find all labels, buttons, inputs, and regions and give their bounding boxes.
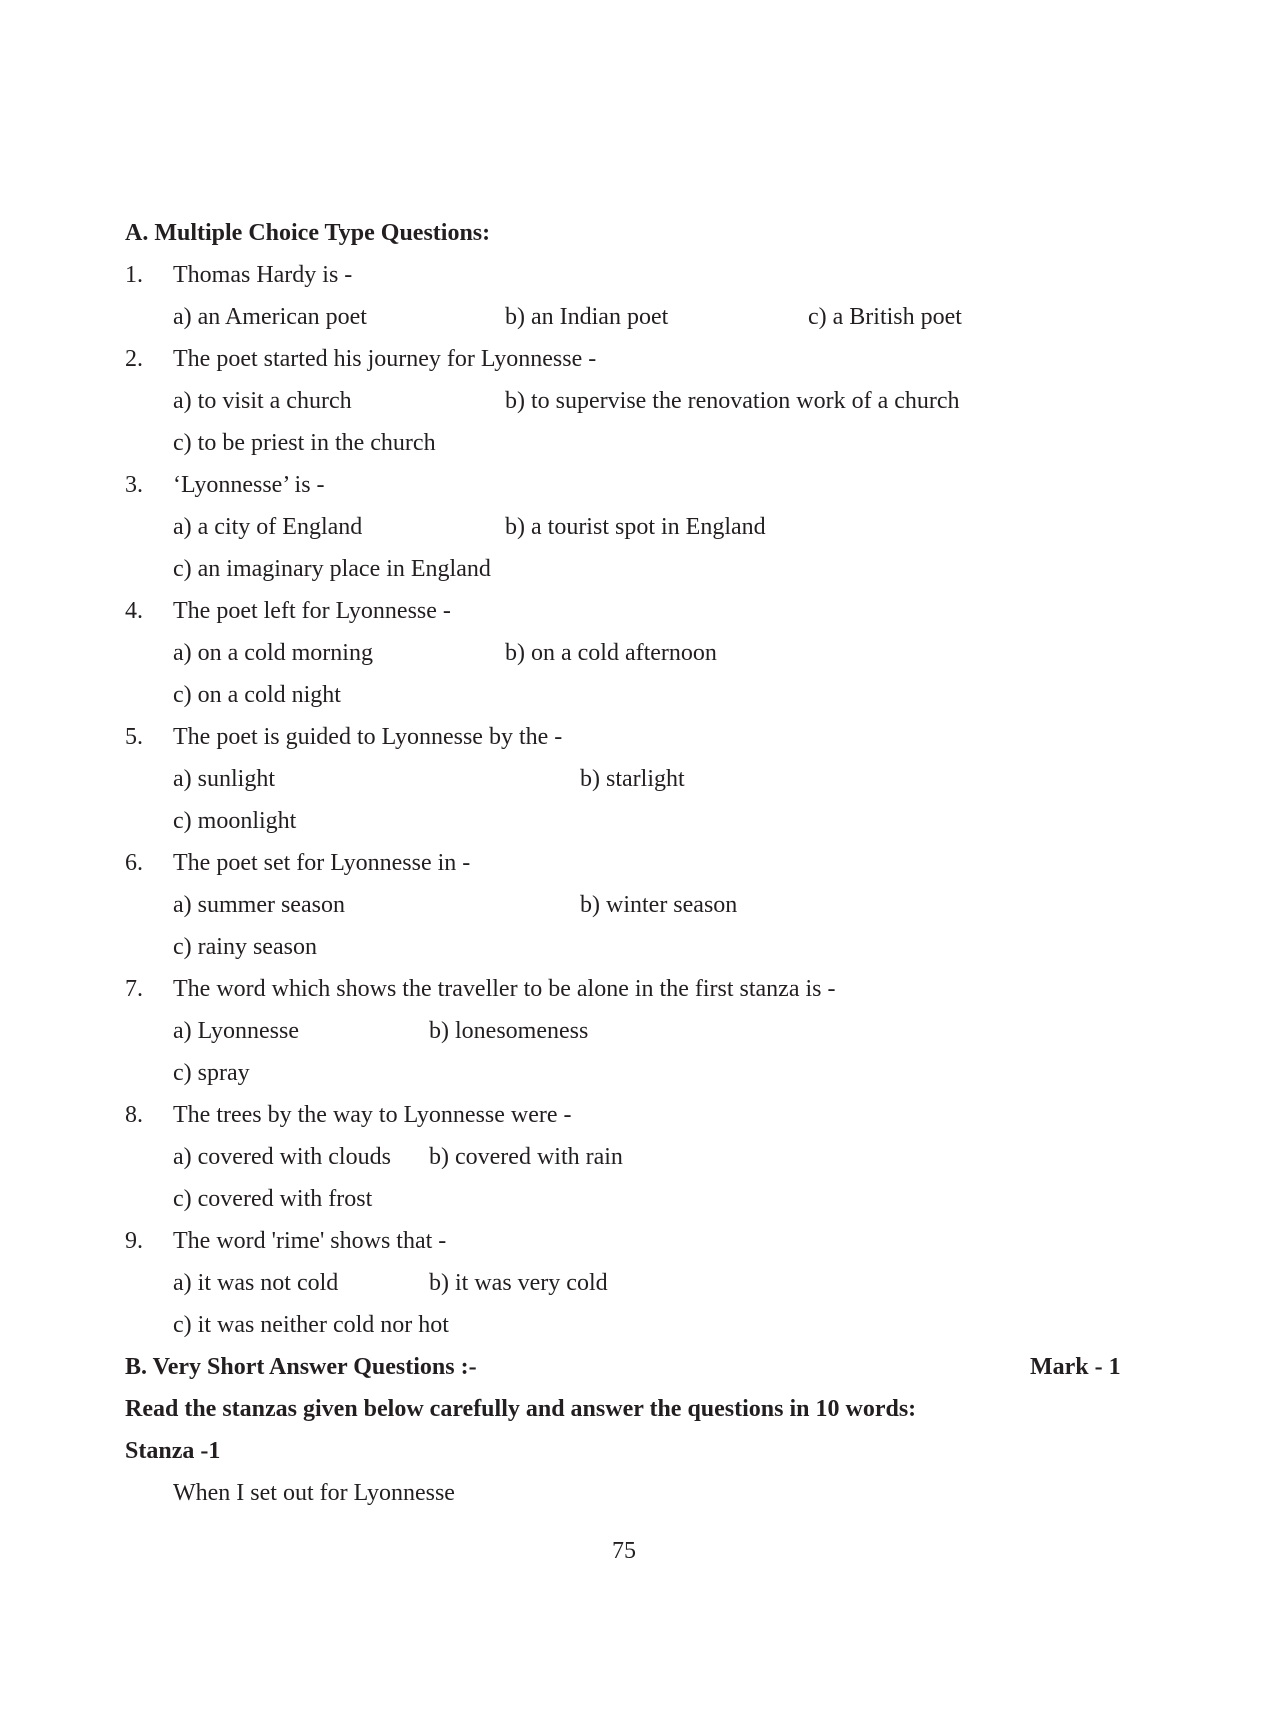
option-b: b) to supervise the renovation work of a church [505,388,960,414]
option-a: a) summer season [173,892,345,918]
section-b-heading: B. Very Short Answer Questions :- [125,1354,477,1380]
question-number: 5. [125,724,143,750]
option-c: c) a British poet [808,304,962,330]
question-text: The word which shows the traveller to be alone in the first stanza is - [173,976,836,1002]
option-a: a) on a cold morning [173,640,373,666]
question-number: 8. [125,1102,143,1128]
option-a: a) an American poet [173,304,367,330]
option-c: c) spray [173,1060,250,1086]
option-a: a) sunlight [173,766,275,792]
option-a: a) a city of England [173,514,363,540]
option-b: b) starlight [580,766,685,792]
option-b: b) winter season [580,892,738,918]
option-b: b) lonesomeness [429,1018,589,1044]
option-b: b) a tourist spot in England [505,514,766,540]
option-a: a) to visit a church [173,388,352,414]
page-number: 75 [612,1538,636,1564]
option-c: c) rainy season [173,934,317,960]
option-b: b) it was very cold [429,1270,608,1296]
option-c: c) on a cold night [173,682,341,708]
question-number: 1. [125,262,143,288]
section-a-heading: A. Multiple Choice Type Questions: [125,220,491,246]
question-number: 9. [125,1228,143,1254]
option-c: c) moonlight [173,808,297,834]
option-a: a) Lyonnesse [173,1018,299,1044]
question-text: Thomas Hardy is - [173,262,353,288]
question-text: The poet is guided to Lyonnesse by the - [173,724,563,750]
option-c: c) an imaginary place in England [173,556,491,582]
stanza-title: Stanza -1 [125,1438,221,1464]
option-b: b) on a cold afternoon [505,640,717,666]
option-b: b) covered with rain [429,1144,623,1170]
question-number: 4. [125,598,143,624]
option-c: c) to be priest in the church [173,430,436,456]
option-a: a) covered with clouds [173,1144,391,1170]
question-number: 2. [125,346,143,372]
option-c: c) it was neither cold nor hot [173,1312,449,1338]
question-number: 3. [125,472,143,498]
stanza-line: When I set out for Lyonnesse [173,1480,455,1506]
section-b-instruction: Read the stanzas given below carefully and answer the questions in 10 words: [125,1396,917,1422]
question-text: The trees by the way to Lyonnesse were - [173,1102,572,1128]
question-number: 7. [125,976,143,1002]
option-c: c) covered with frost [173,1186,373,1212]
question-number: 6. [125,850,143,876]
question-text: The poet started his journey for Lyonnesse - [173,346,597,372]
question-text: The poet set for Lyonnesse in - [173,850,471,876]
option-a: a) it was not cold [173,1270,339,1296]
mark-label: Mark - 1 [1030,1354,1121,1380]
question-text: ‘Lyonnesse’ is - [173,472,325,498]
option-b: b) an Indian poet [505,304,669,330]
question-text: The word 'rime' shows that - [173,1228,447,1254]
question-text: The poet left for Lyonnesse - [173,598,451,624]
